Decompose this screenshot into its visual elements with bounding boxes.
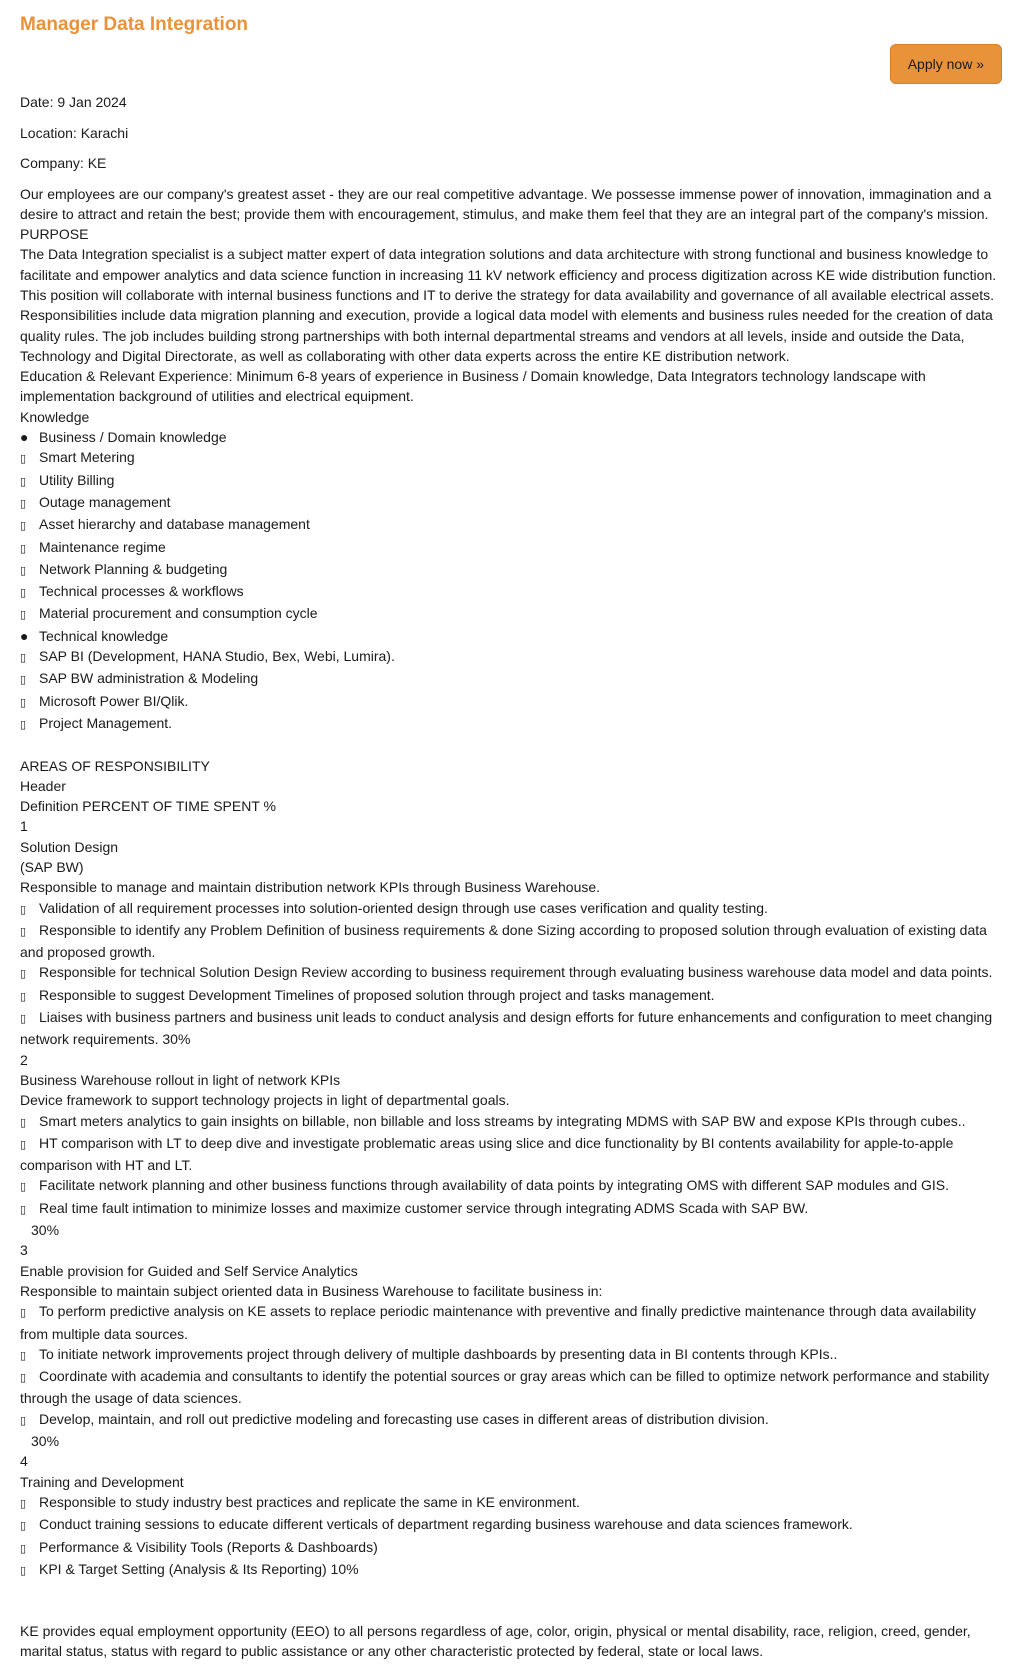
intro-text: Our employees are our company's greatest asset - they are our real competitive advantage. We possesse immense power of innovation, immagination and a desire to attract and retain the best; provide them with encouragement, stimulus, and make them feel that they are an integral part of the company's mission. <box>20 185 992 222</box>
square-bullet-icon: ▯ <box>20 1413 27 1427</box>
list-item-text: Outage management <box>39 493 171 510</box>
apply-row <box>20 44 1002 84</box>
square-bullet-icon: ▯ <box>20 496 27 510</box>
section-percent: 30% <box>31 1433 60 1450</box>
knowledge-list <box>20 427 1002 735</box>
purpose-paragraph: The Data Integration specialist is a subject matter expert of data integration solutions and data architecture with strong functional and business knowledge to facilitate and empower analytics and data science function in increasing 11 kV network efficiency and process digitization across KE wide distribution function. <box>20 246 997 283</box>
list-item-text: Utility Billing <box>39 471 115 488</box>
square-bullet-icon: ▯ <box>20 541 27 555</box>
knowledge-item <box>20 603 1002 625</box>
section-title: Enable provision for Guided and Self Service Analytics <box>20 1262 358 1279</box>
square-bullet-icon: ▯ <box>20 673 27 687</box>
eeo-statement <box>20 1621 1002 1670</box>
definition-label: Definition PERCENT OF TIME SPENT % <box>20 798 276 815</box>
job-location: Location: Karachi <box>20 124 129 141</box>
square-bullet-icon: ▯ <box>20 1012 27 1026</box>
section-number: 2 <box>20 1051 28 1068</box>
list-item-text: Responsible to suggest Development Timelines of proposed solution through project and tasks management. <box>39 986 715 1003</box>
square-bullet-icon: ▯ <box>20 586 27 600</box>
list-item-text: Material procurement and consumption cycle <box>39 605 318 622</box>
list-item-text: Technical processes & workflows <box>39 583 244 600</box>
knowledge-item <box>20 492 1002 514</box>
square-bullet-icon: ▯ <box>20 1371 27 1385</box>
section-item <box>20 1007 1002 1050</box>
purpose-heading: PURPOSE <box>20 226 89 243</box>
section-item <box>20 1559 1002 1581</box>
square-bullet-icon: ▯ <box>20 717 27 731</box>
knowledge-item <box>20 626 1002 646</box>
job-company: Company: KE <box>20 155 107 171</box>
list-item-text: SAP BI (Development, HANA Studio, Bex, Webi, Lumira). <box>39 648 395 665</box>
section-item <box>20 1111 1002 1133</box>
square-bullet-icon: ▯ <box>20 563 27 577</box>
square-bullet-icon: ▯ <box>20 1180 27 1194</box>
square-bullet-icon: ▯ <box>20 1348 27 1362</box>
square-bullet-icon: ▯ <box>20 1115 27 1129</box>
knowledge-item <box>20 447 1002 469</box>
eeo-text: KE provides equal employment opportunity (EEO) to all persons regardless of age, color, origin, physical or mental disability, race, religion, creed, gender, marital status, status with regard to public assistance or any other characteristic protected by federal, state or local laws. <box>20 1623 971 1660</box>
job-meta <box>20 92 1002 173</box>
areas-heading: AREAS OF RESPONSIBILITY <box>20 757 210 774</box>
section-lead: Responsible to maintain subject oriented data in Business Warehouse to facilitate business in: <box>20 1282 603 1299</box>
section-item <box>20 1175 1002 1197</box>
round-bullet-icon: ● <box>20 627 29 644</box>
square-bullet-icon: ▯ <box>20 1202 27 1216</box>
list-item-text: Performance & Visibility Tools (Reports & Dashboards) <box>39 1538 378 1555</box>
list-item-text: Validation of all requirement processes into solution-oriented design through use cases verification and quality testing. <box>39 899 768 916</box>
list-item-text: Smart Metering <box>39 449 135 466</box>
list-item-text: Microsoft Power BI/Qlik. <box>39 692 189 709</box>
job-description <box>20 184 1002 1582</box>
list-item-text: Network Planning & budgeting <box>39 560 228 577</box>
list-item-text: SAP BW administration & Modeling <box>39 670 259 687</box>
knowledge-item <box>20 470 1002 492</box>
section-item <box>20 1366 1002 1409</box>
page-title: Manager Data Integration <box>20 14 249 35</box>
section-item <box>20 898 1002 920</box>
list-item-text: Facilitate network planning and other business functions through availability of data points by integrating OMS with different SAP modules and GIS. <box>39 1177 950 1194</box>
knowledge-item <box>20 559 1002 581</box>
square-bullet-icon: ▯ <box>20 695 27 709</box>
knowledge-item <box>20 537 1002 559</box>
square-bullet-icon: ▯ <box>20 1137 27 1151</box>
square-bullet-icon: ▯ <box>20 967 27 981</box>
list-item-text: Develop, maintain, and roll out predictive modeling and forecasting use cases in different areas of distribution division. <box>39 1410 769 1427</box>
round-bullet-icon: ● <box>20 429 29 446</box>
list-item-text: Responsible for technical Solution Design Review according to business requirement through evaluating business warehouse data model and data points. <box>39 964 993 981</box>
purpose-paragraph: This position will collaborate with internal business functions and IT to derive the strategy for data availability and governance of all available electrical assets. <box>20 286 995 303</box>
list-item-text: Maintenance regime <box>39 538 166 555</box>
knowledge-item <box>20 713 1002 735</box>
section-item <box>20 920 1002 963</box>
list-item-text: KPI & Target Setting (Analysis & Its Reporting) 10% <box>39 1560 359 1577</box>
section-item <box>20 1514 1002 1536</box>
square-bullet-icon: ▯ <box>20 1519 27 1533</box>
knowledge-item <box>20 581 1002 603</box>
list-item-text: Responsible to identify any Problem Definition of business requirements & done Sizing according to proposed solution through evaluation of existing data and proposed growth. <box>20 921 987 961</box>
section-lead: Responsible to manage and maintain distribution network KPIs through Business Warehouse. <box>20 879 601 896</box>
header-label: Header <box>20 777 66 794</box>
section-subtitle: (SAP BW) <box>20 859 84 875</box>
knowledge-heading: Knowledge <box>20 408 90 425</box>
responsibility-section <box>20 1240 1002 1451</box>
responsibility-section <box>20 1451 1002 1581</box>
list-item-text: Responsible to study industry best practices and replicate the same in KE environment. <box>39 1493 580 1510</box>
section-title: Training and Development <box>20 1473 184 1490</box>
section-lead: Device framework to support technology projects in light of departmental goals. <box>20 1092 510 1109</box>
knowledge-item <box>20 514 1002 536</box>
knowledge-item <box>20 646 1002 668</box>
list-item-text: Business / Domain knowledge <box>39 429 227 446</box>
list-item-text: Conduct training sessions to educate different verticals of department regarding business warehouse and data sciences framework. <box>39 1516 853 1533</box>
knowledge-item <box>20 691 1002 713</box>
section-item <box>20 1133 1002 1176</box>
section-item <box>20 1409 1002 1431</box>
section-number: 3 <box>20 1242 28 1259</box>
responsibility-section <box>20 1050 1002 1241</box>
section-item <box>20 985 1002 1007</box>
square-bullet-icon: ▯ <box>20 1306 27 1320</box>
square-bullet-icon: ▯ <box>20 519 27 533</box>
square-bullet-icon: ▯ <box>20 452 27 466</box>
square-bullet-icon: ▯ <box>20 474 27 488</box>
square-bullet-icon: ▯ <box>20 1563 27 1577</box>
section-number: 1 <box>20 818 28 835</box>
list-item-text: Technical knowledge <box>39 627 169 644</box>
list-item-text: Project Management. <box>39 714 173 731</box>
section-item <box>20 1492 1002 1514</box>
list-item-text: Asset hierarchy and database management <box>39 516 310 533</box>
spacer <box>20 735 1002 755</box>
responsibility-sections <box>20 816 1002 1581</box>
responsibility-section <box>20 816 1002 1049</box>
list-item-text: Smart meters analytics to gain insights on billable, non billable and loss streams by integrating MDMS with SAP BW and expose KPIs through cubes.. <box>39 1112 966 1129</box>
list-item-text: To perform predictive analysis on KE assets to replace periodic maintenance with preventive and finally predictive maintenance through data availability from multiple data sources. <box>20 1303 976 1342</box>
section-item <box>20 962 1002 984</box>
list-item-text: Liaises with business partners and business unit leads to conduct analysis and design efforts for future enhancements and configuration to meet changing network requirements. 30% <box>20 1009 993 1048</box>
square-bullet-icon: ▯ <box>20 608 27 622</box>
section-item <box>20 1198 1002 1220</box>
section-item <box>20 1537 1002 1559</box>
list-item-text: To initiate network improvements project through delivery of multiple dashboards by presenting data in BI contents through KPIs.. <box>39 1345 838 1362</box>
education-text: Education & Relevant Experience: Minimum 6-8 years of experience in Business / Domain knowledge, Data Integrators technology landscape with implementation background of utilities and electrical equipment. <box>20 368 926 405</box>
square-bullet-icon: ▯ <box>20 1496 27 1510</box>
section-item <box>20 1344 1002 1366</box>
knowledge-item <box>20 427 1002 447</box>
section-number: 4 <box>20 1453 28 1470</box>
section-percent: 30% <box>31 1222 60 1239</box>
square-bullet-icon: ▯ <box>20 1541 27 1555</box>
knowledge-item <box>20 668 1002 690</box>
list-item-text: Real time fault intimation to minimize losses and maximize customer service through integrating ADMS Scada with SAP BW. <box>39 1199 809 1216</box>
section-title: Business Warehouse rollout in light of network KPIs <box>20 1071 341 1088</box>
section-title: Solution Design <box>20 838 119 855</box>
square-bullet-icon: ▯ <box>20 902 27 916</box>
section-item <box>20 1301 1002 1344</box>
list-item-text: Coordinate with academia and consultants to identify the potential sources or gray areas which can be filled to optimize network performance and stability through the usage of data sciences. <box>20 1368 990 1407</box>
purpose-paragraph: Responsibilities include data migration planning and execution, provide a logical data model with elements and business rules needed for the creation of data quality rules. The job includes building strong partnerships with both internal departmental streams and vendors at all levels, inside and outside the Data, Technology and Digital Directorate, as well as collaborating with other data experts across the entire KE distribution network. <box>20 307 993 364</box>
job-date: Date: 9 Jan 2024 <box>20 94 127 110</box>
apply-now-button[interactable]: Apply now » <box>890 44 1002 84</box>
square-bullet-icon: ▯ <box>20 924 27 938</box>
list-item-text: HT comparison with LT to deep dive and investigate problematic areas using slice and dice functionality by BI contents availability for apple-to-apple comparison with HT and LT. <box>20 1134 954 1174</box>
square-bullet-icon: ▯ <box>20 989 27 1003</box>
square-bullet-icon: ▯ <box>20 651 27 665</box>
